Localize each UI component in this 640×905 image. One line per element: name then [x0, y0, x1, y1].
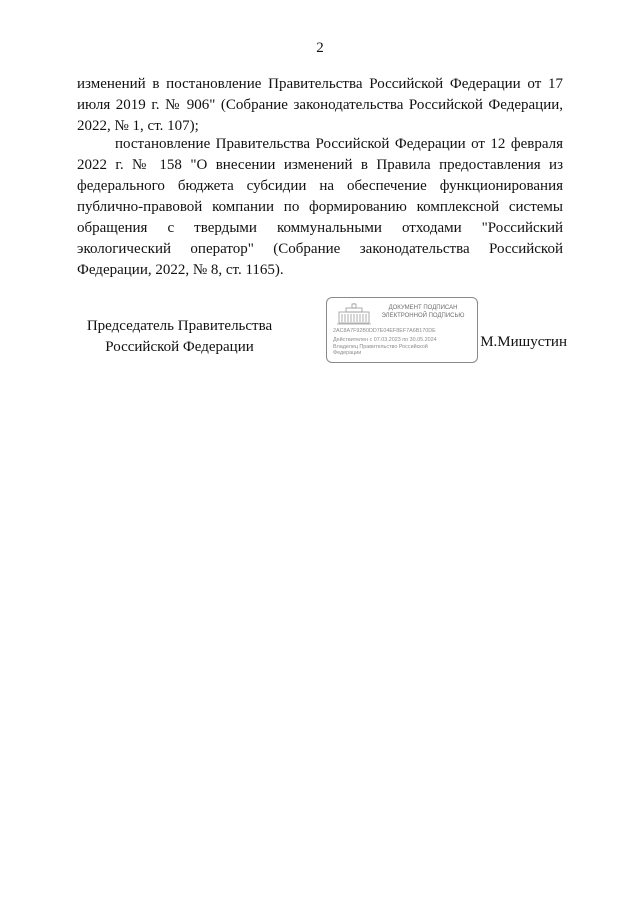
electronic-signature-stamp — [326, 297, 478, 363]
stamp-validity: Действителен с 07.03.2023 по 30.05.2024 — [333, 337, 437, 343]
stamp-owner-line1: Владелец Правительство Российской — [333, 344, 428, 350]
government-building-icon — [337, 303, 371, 325]
signer-title — [77, 316, 282, 358]
stamp-owner-line2: Федерации — [333, 350, 362, 356]
paragraph-continuation: изменений в постановление Правительства Российской Федерации от 17 июля 2019 г. № 906" (Собрание законодательства Российской Федерации, 2022, № 1, ст. 107); — [77, 76, 563, 134]
paragraph-decree-reference: постановление Правительства Российской Федерации от 12 февраля 2022 г. № 158 "О внесении изменений в Правила предоставления из федерального бюджета субсидии на обеспечение функционирования публично-правовой компании по формированию комплексной системы обращения с твердыми коммунальными отходами "Российский экологический оператор" (Собрание законодательства Российской Федерации, 2022, № 8, ст. 1165). — [77, 136, 563, 278]
signer-name: М.Мишустин — [480, 334, 567, 350]
stamp-heading-line2: ЭЛЕКТРОННОЙ ПОДПИСЬЮ — [381, 313, 465, 319]
stamp-heading — [375, 304, 471, 320]
stamp-certificate: 2AC8A7F92B0DD7E04EF8EF7A6B170DE — [333, 328, 436, 334]
signature-block — [77, 305, 567, 373]
page-number: 2 — [316, 40, 324, 56]
signer-title-line2: Российской Федерации — [105, 339, 254, 355]
stamp-heading-line1: ДОКУМЕНТ ПОДПИСАН — [388, 305, 458, 311]
signer-title-line1: Председатель Правительства — [86, 318, 273, 334]
